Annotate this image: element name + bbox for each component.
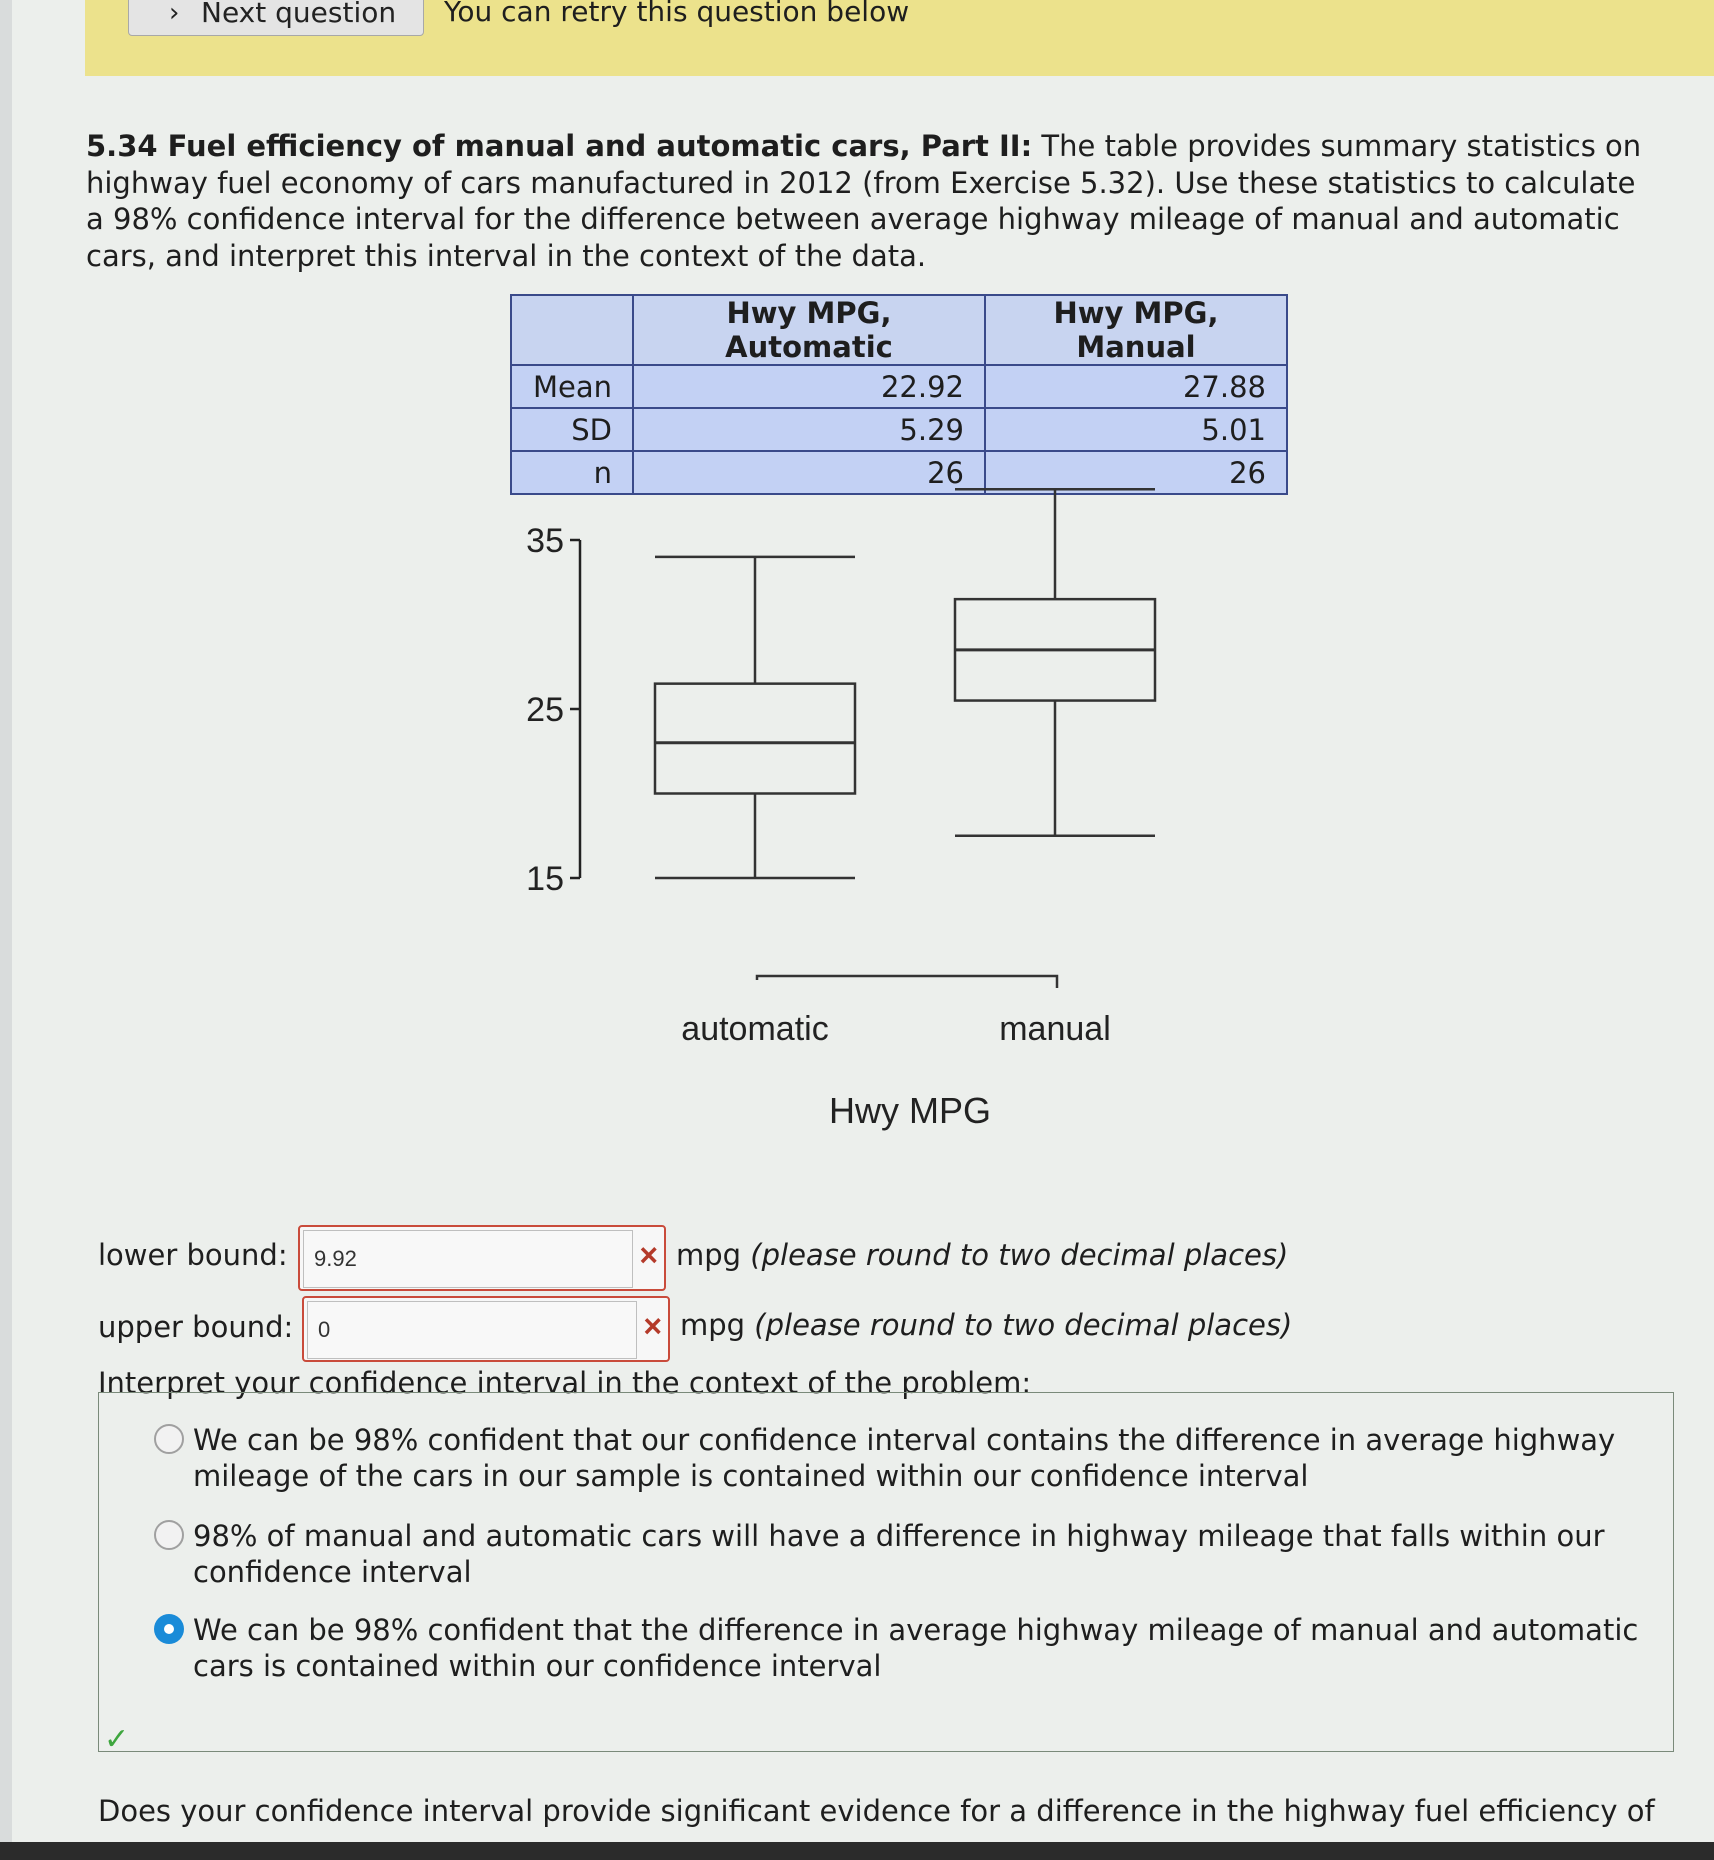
row-label: SD	[511, 408, 633, 451]
option-text: We can be 98% confident that our confidence interval contains the difference in average highway mileage of the cars in our sample is contained within our confidence interval	[193, 1423, 1616, 1493]
table-header-automatic: Hwy MPG, Automatic	[633, 295, 985, 365]
table-header-row	[511, 295, 1287, 365]
table-row	[511, 408, 1287, 451]
lower-bound-field	[298, 1225, 666, 1291]
option-text: We can be 98% confident that the difference in average highway mileage of manual and automatic cars is contained within our confidence interval	[193, 1613, 1639, 1683]
lower-bound-hint	[676, 1238, 1288, 1272]
box-automatic	[655, 557, 855, 1048]
upper-bound-hint	[680, 1308, 1292, 1342]
radio-unselected[interactable]	[154, 1424, 184, 1454]
cell-manual: 27.88	[985, 365, 1287, 408]
y-tick-label: 15	[526, 860, 564, 898]
unit-label: mpg	[676, 1238, 742, 1272]
rounding-hint: (please round to two decimal places)	[754, 1308, 1293, 1342]
lower-bound-input[interactable]	[303, 1230, 633, 1288]
box-manual	[955, 489, 1155, 1048]
unit-label: mpg	[680, 1308, 746, 1342]
category-label: manual	[999, 1010, 1111, 1048]
upper-bound-field	[302, 1296, 670, 1362]
cell-automatic: 5.29	[633, 408, 985, 451]
cell-automatic: 22.92	[633, 365, 985, 408]
x-axis-bracket	[757, 976, 1057, 988]
correct-check-icon: ✓	[104, 1722, 130, 1757]
incorrect-icon: ×	[639, 1237, 658, 1273]
next-question-label: Next question	[201, 0, 397, 29]
radio-unselected[interactable]	[154, 1520, 184, 1550]
question-text	[86, 128, 1646, 274]
y-tick-label: 25	[526, 691, 564, 729]
x-axis-title: Hwy MPG	[829, 1090, 991, 1131]
next-question-button[interactable]	[128, 0, 424, 36]
radio-selected[interactable]	[154, 1614, 184, 1644]
incorrect-icon: ×	[643, 1308, 662, 1344]
window-edge	[0, 0, 12, 1860]
upper-bound-input[interactable]	[307, 1301, 637, 1359]
table-header-corner	[511, 295, 633, 365]
option-text: 98% of manual and automatic cars will have a difference in highway mileage that falls within our confidence interval	[193, 1519, 1605, 1589]
row-label: n	[511, 451, 633, 494]
row-label: Mean	[511, 365, 633, 408]
interpret-prompt: Interpret your confidence interval in the context of the problem:	[98, 1366, 1032, 1400]
question-body: The table provides summary statistics on highway fuel economy of cars manufactured in 2012 (from Exercise 5.32). Use these statistics to calculate a 98% confidence interval for the difference between average highway mileage of manual and automatic cars, and interpret this interval in the context of the data.	[86, 129, 1642, 273]
rounding-hint: (please round to two decimal places)	[750, 1238, 1289, 1272]
cell-manual: 5.01	[985, 408, 1287, 451]
table-header-manual: Hwy MPG, Manual	[985, 295, 1287, 365]
table-row	[511, 365, 1287, 408]
chevron-right-icon: ›	[169, 0, 180, 28]
cell-automatic: 26	[633, 451, 985, 494]
next-part-question: Does your confidence interval provide significant evidence for a difference in the highway fuel efficiency of	[98, 1794, 1655, 1828]
lower-bound-label: lower bound:	[98, 1238, 288, 1272]
cell-manual: 26	[985, 451, 1287, 494]
category-label: automatic	[681, 1010, 829, 1048]
retry-message: You can retry this question below	[444, 0, 910, 28]
hwy-mpg-boxplot	[500, 470, 1200, 1150]
question-title: 5.34 Fuel efficiency of manual and automatic cars, Part II:	[86, 129, 1033, 163]
upper-bound-label: upper bound:	[98, 1310, 294, 1344]
summary-stats-table	[510, 294, 1288, 495]
screen-bezel	[0, 1842, 1714, 1860]
y-tick-label: 35	[526, 522, 564, 560]
box-iqr	[655, 684, 855, 794]
